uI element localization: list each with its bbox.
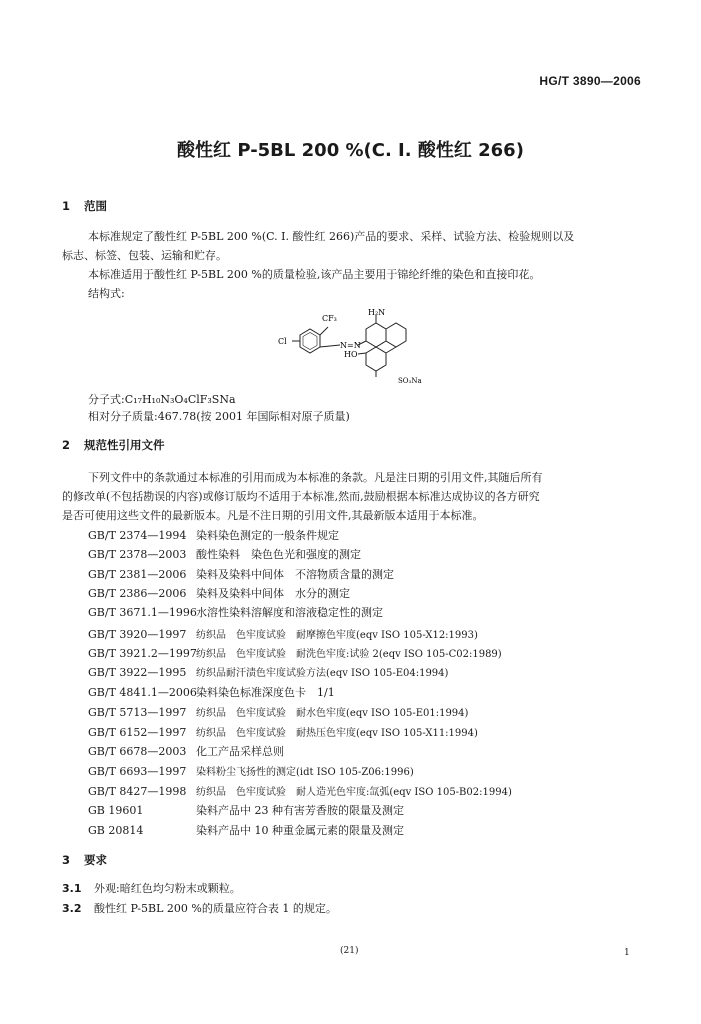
section-2-heading — [62, 437, 165, 453]
reference-item — [88, 724, 478, 739]
reference-code: GB 20814 — [88, 824, 144, 837]
scope-paragraph-line: 标志、标签、包装、运输和贮存。 — [62, 249, 227, 262]
reference-item — [88, 802, 404, 818]
chloro-label: Cl — [278, 337, 287, 346]
reference-title: 染料产品中 10 种重金属元素的限量及测定 — [196, 824, 404, 837]
reference-title: 纺织品 色牢度试验 耐热压色牢度(eqv ISO 105-X11:1994) — [196, 728, 478, 739]
reference-title: 水溶性染料溶解度和溶液稳定性的测定 — [196, 606, 383, 619]
hydroxy-label: HO — [344, 350, 358, 359]
reference-item — [88, 604, 383, 620]
reference-code: GB/T 6152—1997 — [88, 726, 187, 739]
section-1-heading — [62, 198, 107, 214]
azo-label: N=N — [340, 341, 361, 350]
page-number: (21) — [340, 946, 359, 956]
reference-item — [88, 704, 468, 719]
reference-item — [88, 763, 414, 778]
section-number: 3 — [62, 853, 71, 867]
reference-title: 染料粉尘飞扬性的测定(idt ISO 105-Z06:1996) — [196, 767, 414, 778]
section-number: 1 — [62, 199, 71, 213]
amino-label: H₂N — [368, 308, 386, 317]
reference-title: 纺织品 色牢度试验 耐人造光色牢度:氙弧(eqv ISO 105-B02:1994) — [196, 787, 512, 798]
reference-title: 纺织品 色牢度试验 耐水色牢度(eqv ISO 105-E01:1994) — [196, 708, 469, 719]
reference-code: GB/T 3922—1995 — [88, 666, 187, 679]
reference-code: GB/T 3920—1997 — [88, 628, 187, 641]
reference-item — [88, 743, 284, 759]
reference-item — [88, 585, 350, 601]
reference-code: GB/T 2386—2006 — [88, 587, 187, 600]
reference-code: GB/T 2378—2003 — [88, 548, 187, 561]
reference-title: 纺织品 色牢度试验 耐摩擦色牢度(eqv ISO 105-X12:1993) — [196, 630, 478, 641]
edge-mark: 1 — [624, 948, 630, 958]
section-title: 范围 — [84, 199, 107, 213]
reference-title: 染料染色标准深度色卡 1/1 — [196, 686, 335, 699]
reference-title: 纺织品耐汗渍色牢度试验方法(eqv ISO 105-E04:1994) — [196, 668, 449, 679]
reference-title: 化工产品采样总则 — [196, 745, 284, 758]
reference-code: GB/T 2374—1994 — [88, 529, 187, 542]
scope-paragraph-line: 本标准规定了酸性红 P-5BL 200 %(C. I. 酸性红 266)产品的要求、采样、试验方法、检验规则以及 — [88, 230, 575, 243]
reference-code: GB/T 6693—1997 — [88, 765, 187, 778]
reference-code: GB 19601 — [88, 804, 144, 817]
reference-title: 染料产品中 23 种有害芳香胺的限量及测定 — [196, 804, 404, 817]
reference-item — [88, 546, 361, 562]
reference-item — [88, 527, 339, 543]
reference-code: GB/T 4841.1—2006 — [88, 686, 197, 699]
requirement-item — [62, 880, 241, 896]
requirement-text: 酸性红 P-5BL 200 %的质量应符合表 1 的规定。 — [94, 902, 337, 915]
reference-title: 纺织品 色牢度试验 耐洗色牢度:试验 2(eqv ISO 105-C02:1989) — [196, 649, 502, 660]
section-title: 要求 — [84, 853, 107, 867]
references-intro-line: 是否可使用这些文件的最新版本。凡是不注日期的引用文件,其最新版本适用于本标准。 — [62, 509, 484, 522]
cf3-label: CF₃ — [322, 314, 337, 323]
reference-code: GB/T 3921.2—1997 — [88, 647, 197, 660]
section-number: 2 — [62, 438, 71, 452]
structural-formula — [270, 305, 440, 387]
reference-item — [88, 626, 478, 641]
reference-item — [88, 566, 394, 582]
document-title: 酸性红 P-5BL 200 %(C. I. 酸性红 266) — [177, 140, 524, 161]
sulfonate-label: SO₃Na — [398, 377, 422, 385]
requirement-item — [62, 900, 337, 916]
section-title: 规范性引用文件 — [84, 438, 165, 452]
reference-title: 染料及染料中间体 不溶物质含量的测定 — [196, 568, 394, 581]
section-3-heading — [62, 852, 107, 868]
structure-label: 结构式: — [88, 287, 125, 300]
standard-number: HG/T 3890—2006 — [539, 74, 641, 88]
reference-item — [88, 783, 512, 798]
references-intro-line: 下列文件中的条款通过本标准的引用而成为本标准的条款。凡是注日期的引用文件,其随后所有 — [88, 471, 543, 484]
reference-code: GB/T 6678—2003 — [88, 745, 187, 758]
reference-title: 酸性染料 染色色光和强度的测定 — [196, 548, 361, 561]
references-intro-line: 的修改单(不包括勘误的内容)或修订版均不适用于本标准,然而,鼓励根据本标准达成协议的各方研究 — [62, 490, 540, 503]
reference-title: 染料染色测定的一般条件规定 — [196, 529, 339, 542]
scope-paragraph: 本标准适用于酸性红 P-5BL 200 %的质量检验,该产品主要用于锦纶纤维的染色和直接印花。 — [88, 268, 541, 281]
requirement-text: 外观:暗红色均匀粉末或颗粒。 — [94, 882, 241, 895]
reference-item — [88, 822, 404, 838]
reference-title: 染料及染料中间体 水分的测定 — [196, 587, 350, 600]
reference-item — [88, 664, 448, 679]
requirement-number: 3.2 — [62, 902, 82, 915]
reference-code: GB/T 5713—1997 — [88, 706, 187, 719]
molecular-weight: 相对分子质量:467.78(按 2001 年国际相对原子质量) — [88, 410, 350, 423]
reference-item — [88, 684, 335, 700]
reference-item — [88, 645, 502, 660]
reference-code: GB/T 8427—1998 — [88, 785, 187, 798]
molecular-formula: 分子式:C₁₇H₁₀N₃O₄ClF₃SNa — [88, 393, 236, 406]
requirement-number: 3.1 — [62, 882, 82, 895]
reference-code: GB/T 2381—2006 — [88, 568, 187, 581]
reference-code: GB/T 3671.1—1996 — [88, 606, 197, 619]
